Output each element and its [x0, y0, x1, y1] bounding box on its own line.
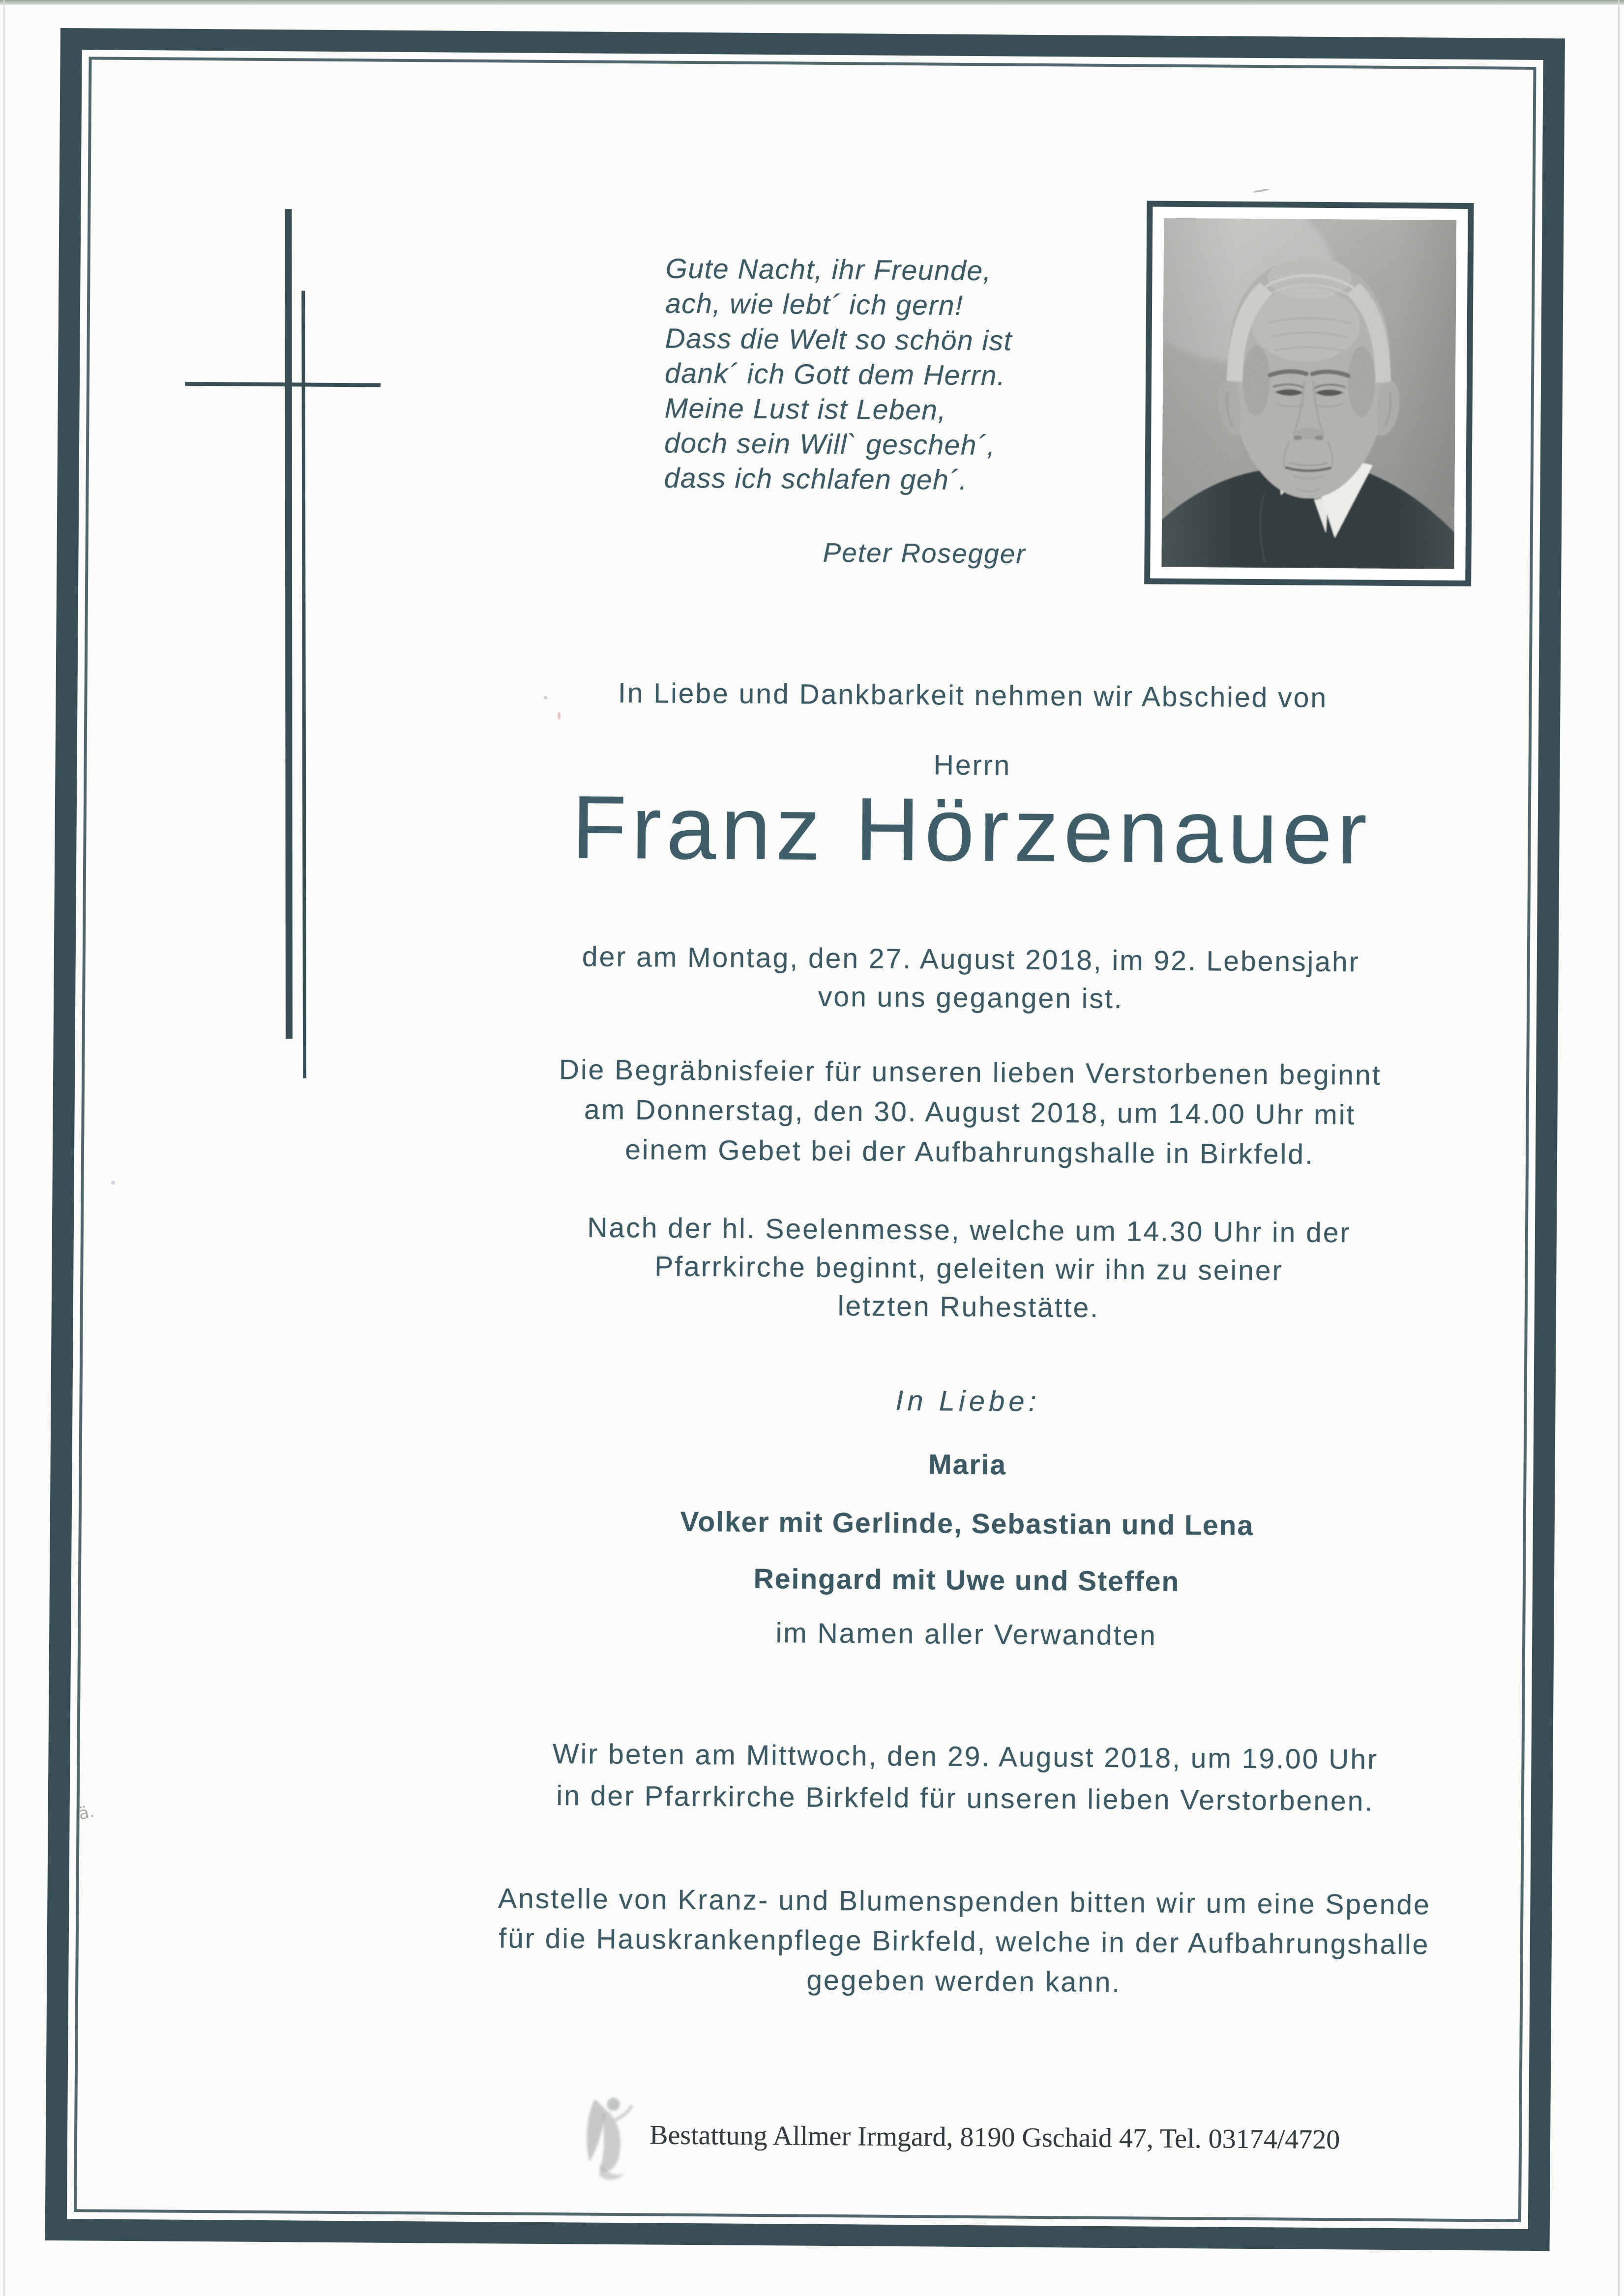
- poem-line: doch sein Will` gescheh´,: [664, 427, 996, 462]
- poem-line: Gute Nacht, ihr Freunde,: [665, 253, 992, 287]
- poem-line: Meine Lust ist Leben,: [664, 392, 947, 426]
- mass-info-line: letzten Ruhestätte.: [837, 1290, 1100, 1324]
- poem-line: Dass die Welt so schön ist: [665, 322, 1013, 357]
- poem-line: dass ich schlafen geh´.: [664, 462, 968, 496]
- funeral-info-line: einem Gebet bei der Aufbahrungshalle in Birkfeld.: [624, 1134, 1315, 1170]
- funeral-info: [409, 1049, 1531, 1176]
- donation-info-line: gegeben werden kann.: [806, 1964, 1122, 1999]
- scan-dirt-artifact: ä.: [77, 1802, 96, 1824]
- family-name: Volker mit Gerlinde, Sebastian und Lena: [680, 1506, 1254, 1542]
- scan-edge-artifact: [0, 0, 1624, 5]
- donation-info-line: Anstelle von Kranz- und Blumenspenden bitten wir um eine Spende: [498, 1883, 1431, 1921]
- prayer-info: [405, 1732, 1526, 1824]
- funeral-home-line: Bestattung Allmer Irmgard, 8190 Gschaid 47, Tel. 03174/4720: [649, 2120, 1340, 2155]
- poem-author: Peter Rosegger: [823, 537, 1027, 569]
- mass-info-line: Nach der hl. Seelenmesse, welche um 14.30 Uhr in der: [587, 1212, 1351, 1249]
- funeral-info-line: am Donnerstag, den 30. August 2018, um 14.00 Uhr mit: [584, 1094, 1356, 1131]
- family-name: Maria: [928, 1449, 1007, 1481]
- scan-edge-artifact: [1618, 0, 1620, 2296]
- closing-label: In Liebe:: [895, 1384, 1041, 1418]
- mass-info: [408, 1207, 1530, 1330]
- funeral-info-line: Die Begräbnisfeier für unseren lieben Verstorbenen beginnt: [559, 1054, 1382, 1091]
- family-note: im Namen aller Verwandten: [775, 1617, 1157, 1652]
- poem-line: dank´ ich Gott dem Herrn.: [664, 357, 1006, 392]
- death-info-line: der am Montag, den 27. August 2018, im 92. Lebensjahr: [582, 941, 1360, 978]
- salutation: Herrn: [933, 749, 1011, 782]
- donation-info: [403, 1878, 1525, 2005]
- death-info: [410, 936, 1532, 1021]
- cross-vertical-bar: [285, 209, 292, 1039]
- farewell-line: In Liebe und Dankbarkeit nehmen wir Abschied von: [618, 677, 1328, 714]
- poem: [664, 252, 1108, 499]
- family-name: Reingard mit Uwe und Steffen: [753, 1563, 1180, 1598]
- funeral-home-logo-icon: [580, 2090, 640, 2184]
- death-info-line: von uns gegangen ist.: [818, 981, 1123, 1015]
- poem-line: ach, wie lebt´ ich gern!: [665, 288, 964, 321]
- portrait-photo-image: [1161, 218, 1456, 569]
- mass-info-line: Pfarrkirche beginnt, geleiten wir ihn zu seiner: [654, 1250, 1283, 1287]
- donation-info-line: für die Hauskrankenpflege Birkfeld, welche in der Aufbahrungshalle: [499, 1922, 1430, 1961]
- prayer-info-line: in der Pfarrkirche Birkfeld für unseren lieben Verstorbenen.: [556, 1780, 1374, 1817]
- portrait-photo: [1144, 201, 1474, 586]
- obituary-card: [45, 28, 1565, 2251]
- prayer-info-line: Wir beten am Mittwoch, den 29. August 2018, um 19.00 Uhr: [552, 1738, 1379, 1775]
- scan-edge-artifact: [3, 0, 5, 2296]
- deceased-name: Franz Hörzenauer: [571, 777, 1372, 883]
